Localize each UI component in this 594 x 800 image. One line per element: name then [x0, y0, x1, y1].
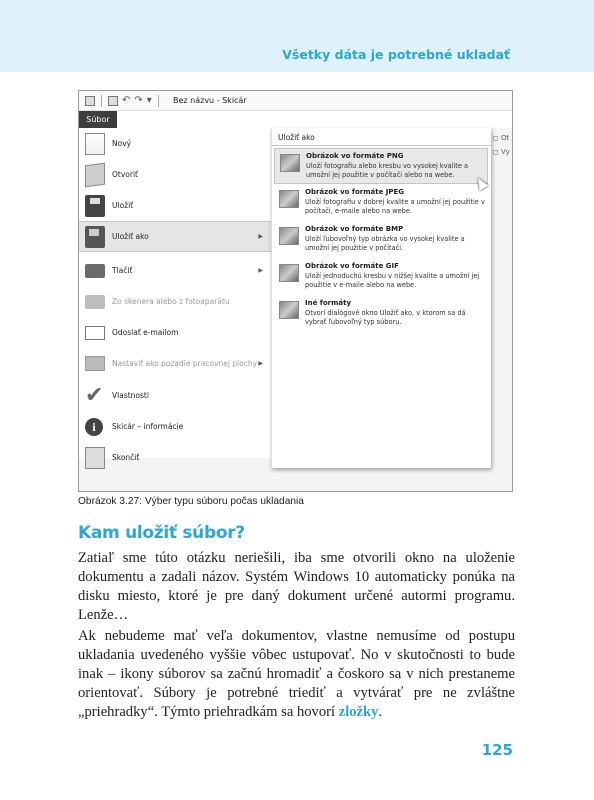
save-format-option[interactable] — [274, 222, 488, 258]
save-format-option[interactable] — [274, 296, 488, 332]
desktop-background-icon — [85, 356, 105, 371]
image-format-icon — [279, 301, 299, 319]
format-name: Obrázok vo formáte PNG — [306, 152, 404, 160]
customize-toolbar-icon[interactable]: ▾ — [146, 95, 152, 106]
format-description: Uloží jednoduchú kresbu v nižšej kvalite a umožní jej použitie v e-maile alebo na webe. — [305, 272, 480, 289]
highlight-term: zložky — [338, 704, 379, 720]
menu-item-3[interactable] — [79, 190, 271, 221]
save-as-submenu — [271, 128, 491, 468]
menu-item-5[interactable] — [79, 255, 271, 286]
menu-item-11[interactable] — [79, 442, 271, 473]
redo-icon[interactable]: ↷ — [134, 95, 143, 106]
format-description: Otvorí dialógové okno Uložiť ako, v ktorom sa dá vybrať ľubovoľný typ súboru. — [305, 309, 466, 326]
format-description: Uloží fotografiu v dobrej kvalite a umožní jej použitie v počítači, e-maile alebo na webe. — [305, 198, 485, 215]
ribbon-peek: ◻ Ot ◻ Vy — [493, 134, 510, 156]
paint-screenshot — [78, 90, 513, 492]
save-floppy-icon — [85, 195, 105, 217]
save-as-icon — [85, 226, 105, 248]
printer-icon — [85, 264, 105, 278]
menu-item-10[interactable] — [79, 411, 271, 442]
submenu-title: Uložiť ako — [278, 133, 315, 142]
menu-item-1[interactable] — [79, 128, 271, 159]
paint-app-icon[interactable] — [85, 96, 95, 106]
format-name: Obrázok vo formáte BMP — [305, 225, 404, 233]
menu-item-6[interactable] — [79, 286, 271, 317]
menu-item-8[interactable] — [79, 348, 271, 379]
image-format-icon — [279, 264, 299, 282]
undo-icon[interactable]: ↶ — [122, 95, 131, 106]
exit-icon — [85, 447, 105, 469]
menu-item-label: Vlastnosti — [112, 391, 149, 400]
format-name: Obrázok vo formáte GIF — [305, 262, 399, 270]
menu-item-label: Uložiť ako — [112, 232, 149, 241]
toolbar-separator — [158, 95, 159, 107]
submenu-arrow-icon: ▶ — [258, 267, 263, 274]
email-icon — [85, 326, 105, 340]
figure-caption: Obrázok 3.27: Výber typu súboru počas ukladania — [78, 496, 304, 507]
menu-item-label: Odoslať e-mailom — [112, 328, 179, 337]
paragraph-2 — [78, 627, 515, 722]
checkmark-icon: ✔ — [85, 382, 104, 408]
submenu-divider — [272, 145, 491, 146]
menu-item-label: Otvoriť — [112, 170, 138, 179]
save-icon[interactable] — [108, 96, 118, 106]
info-icon: i — [85, 418, 103, 436]
menu-item-7[interactable] — [79, 317, 271, 348]
submenu-arrow-icon: ▶ — [258, 233, 263, 240]
section-heading: Kam uložiť súbor? — [78, 523, 245, 543]
file-tab[interactable]: Súbor — [79, 111, 117, 128]
window-title: Bez názvu - Skicár — [173, 96, 247, 105]
format-name: Iné formáty — [305, 299, 352, 307]
format-name: Obrázok vo formáte JPEG — [305, 188, 405, 196]
open-folder-icon — [85, 162, 105, 187]
scanner-icon — [85, 295, 105, 309]
save-format-option[interactable] — [274, 148, 488, 184]
submenu-arrow-icon: ▶ — [258, 360, 263, 367]
menu-item-label: Skicár – informácie — [112, 422, 184, 431]
save-format-option[interactable] — [274, 259, 488, 295]
menu-item-label: Nový — [112, 139, 132, 148]
save-format-option[interactable] — [274, 185, 488, 221]
paragraph-2-end: . — [378, 704, 383, 720]
page-number: 125 — [481, 741, 513, 759]
quick-access-toolbar — [79, 91, 512, 111]
menu-item-label: Skončiť — [112, 453, 140, 462]
running-header-title: Všetky dáta je potrebné ukladať — [282, 47, 510, 62]
toolbar-separator — [101, 95, 102, 107]
paragraph-1: Zatiaľ sme túto otázku neriešili, iba sme otvorili okno na uloženie dokumentu a zadali názov. Systém Windows 10 automaticky ponúka na disku miesto, ktoré je pre daný dokument určené autormi programu. Lenže… — [78, 550, 515, 623]
image-format-icon — [279, 190, 299, 208]
menu-item-2[interactable] — [79, 159, 271, 190]
image-format-icon — [279, 227, 299, 245]
menu-item-label: Nastaviť ako pozadie pracovnej plochy — [112, 359, 258, 368]
menu-item-label: Zo skenera alebo z fotoaparátu — [112, 297, 230, 306]
format-description: Uloží ľubovoľný typ obrázka vo vysokej kvalite a umožní jej použitie v počítači. — [305, 235, 465, 252]
menu-item-9[interactable] — [79, 380, 271, 411]
image-format-icon — [280, 154, 300, 172]
format-description: Uloží fotografiu alebo kresbu vo vysokej kvalite a umožní jej použitie v počítači alebo na webe. — [306, 162, 469, 179]
paragraph-2-text: Ak nebudeme mať veľa dokumentov, vlastne nemusíme od postupu ukladania uvedeného vyššie vôbec ustupovať. No v skutočnosti to bude inak – ikony súborov sa začnú hromadiť a čoskoro sa v nich prestaneme orientovať. Súbory je potrebné triediť a vytvárať pre ne zvláštne „priehradky“. Týmto priehradkám sa hovorí — [78, 628, 515, 720]
menu-item-label: Tlačiť — [112, 266, 133, 275]
menu-item-4[interactable] — [79, 221, 271, 252]
menu-item-label: Uložiť — [112, 201, 134, 210]
file-menu — [79, 128, 271, 462]
new-document-icon — [85, 133, 105, 155]
